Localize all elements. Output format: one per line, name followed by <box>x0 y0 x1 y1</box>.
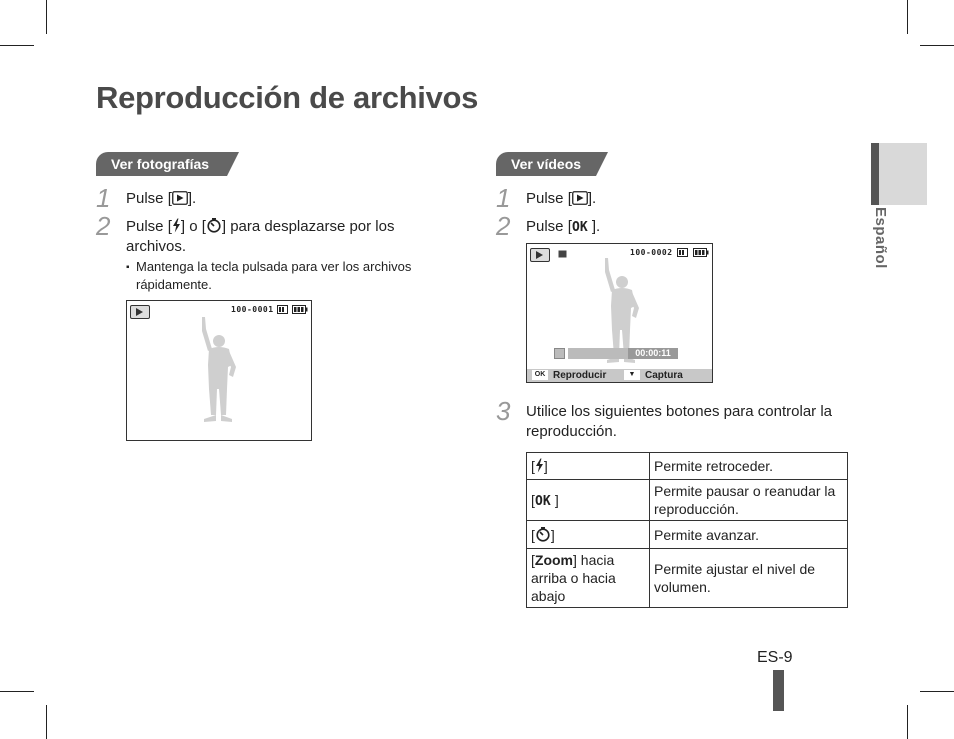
step-number: 1 <box>496 183 511 213</box>
flash-key-icon <box>535 458 544 473</box>
section-tab-photos <box>96 152 227 176</box>
play-key-icon <box>172 191 188 205</box>
bullet-text: Mantenga la tecla pulsada para ver los archivos rápidamente. <box>136 259 412 292</box>
play-key-icon <box>572 191 588 205</box>
language-tab-accent <box>871 143 879 205</box>
section-title-videos: Ver vídeos <box>511 156 582 172</box>
timer-key-icon <box>535 527 551 542</box>
table-row <box>527 521 848 549</box>
crop-mark <box>907 0 908 34</box>
crop-mark <box>0 45 34 46</box>
person-silhouette-image <box>192 315 242 427</box>
step-text: Pulse [ ] o [ ] para desplazarse por los archivos. <box>126 218 395 255</box>
table-description-cell: Permite pausar o reanudar la reproducción. <box>650 480 848 521</box>
crop-mark <box>907 705 908 739</box>
svg-text:OK: OK <box>571 220 588 233</box>
battery-icon <box>292 305 308 314</box>
playback-mode-icon <box>530 248 550 262</box>
flash-key-icon <box>172 218 181 233</box>
step-number: 1 <box>96 183 111 213</box>
elapsed-time: 00:00:11 <box>628 348 678 359</box>
memory-icon <box>677 248 688 257</box>
camera-screen-photo <box>126 300 312 441</box>
page-title: Reproducción de archivos <box>96 80 479 115</box>
table-row <box>527 453 848 480</box>
battery-icon <box>693 248 709 257</box>
table-row <box>527 480 848 521</box>
step-number: 3 <box>496 396 511 426</box>
progress-bar <box>568 348 628 359</box>
ok-key-icon <box>535 493 555 507</box>
playback-mode-icon <box>130 305 150 319</box>
table-description-cell: Permite ajustar el nivel de volumen. <box>650 549 848 608</box>
table-description-cell: Permite retroceder. <box>650 453 848 480</box>
language-tab-block <box>871 143 927 205</box>
page-number: ES-9 <box>757 649 793 666</box>
crop-mark <box>0 691 34 692</box>
timer-key-icon <box>206 218 222 233</box>
section-tab-videos <box>496 152 596 176</box>
table-description-cell: Permite avanzar. <box>650 521 848 549</box>
language-tab-label: Español <box>872 207 889 269</box>
table-key-cell: [Zoom] hacia arriba o hacia abajo <box>527 549 650 608</box>
stop-indicator <box>554 348 565 359</box>
crop-mark <box>920 45 954 46</box>
screen-menu-bar <box>527 369 712 382</box>
capture-label: Captura <box>645 370 683 381</box>
step-number: 2 <box>496 211 511 241</box>
crop-mark <box>920 691 954 692</box>
table-key-cell: [ ] <box>527 521 650 549</box>
file-counter: 100-0001 <box>231 305 274 314</box>
down-arrow-icon: ▼ <box>624 370 640 380</box>
section-title-photos: Ver fotografías <box>111 156 210 172</box>
ok-button-hint: OK <box>532 370 548 380</box>
table-key-cell: [ ] <box>527 453 650 480</box>
svg-text:OK: OK <box>534 494 551 507</box>
file-counter: 100-0002 <box>630 248 673 257</box>
video-file-icon <box>558 250 567 258</box>
crop-mark <box>46 705 47 739</box>
step-text: Utilice los siguientes botones para controlar la reproducción. <box>526 403 832 440</box>
play-label: Reproducir <box>553 370 607 381</box>
step-number: 2 <box>96 211 111 241</box>
crop-mark <box>46 0 47 34</box>
step-text: Pulse [ OK ]. <box>526 218 601 235</box>
step-text: Pulse [ ]. <box>526 190 597 207</box>
page-marker <box>773 670 784 711</box>
table-key-cell: [ OK ] <box>527 480 650 521</box>
table-row <box>527 549 848 608</box>
ok-key-icon <box>572 219 592 233</box>
camera-screen-video <box>526 243 713 383</box>
memory-icon <box>277 305 288 314</box>
bullet-marker: ▪ <box>126 262 130 273</box>
controls-table <box>526 452 848 608</box>
step-text: Pulse [ ]. <box>126 190 197 207</box>
